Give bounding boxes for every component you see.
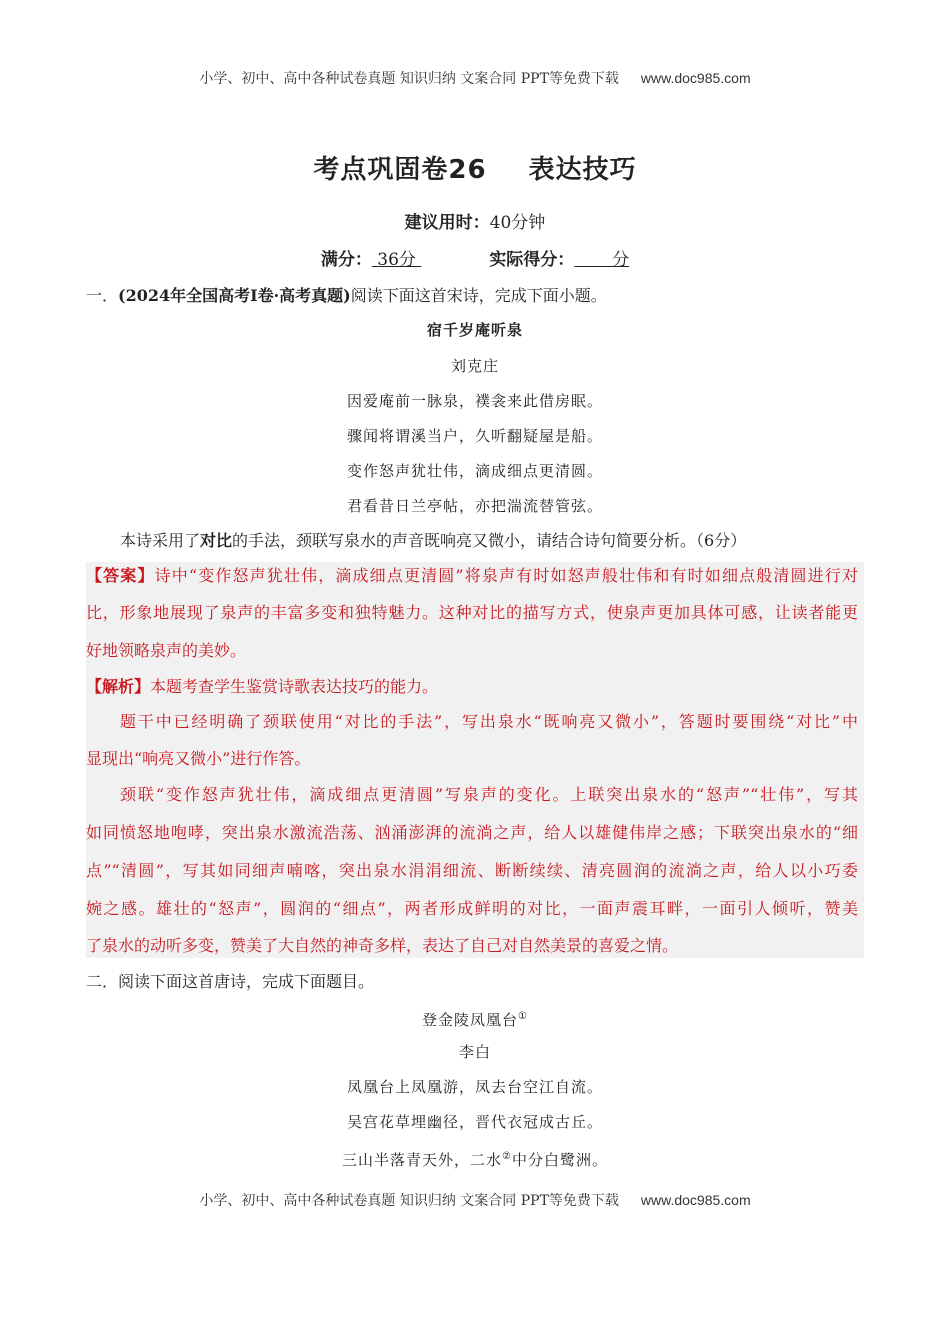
q2-prompt: 阅读下面这首唐诗，完成下面题目。 xyxy=(118,972,375,991)
full-score-label: 满分： xyxy=(320,250,372,270)
page-header xyxy=(0,67,950,90)
full-score-value: 36分 xyxy=(371,250,422,270)
question-emphasis: 对比 xyxy=(200,531,233,550)
footnote-marker: ① xyxy=(518,1011,528,1022)
poem-line-text: 中分白鹭洲。 xyxy=(511,1151,608,1169)
q1-question xyxy=(120,530,746,552)
page-title xyxy=(0,154,950,186)
poem-title-text: 登金陵凤凰台 xyxy=(422,1011,519,1029)
analysis-line: 如同愤怒地咆哮，突出泉水激流浩荡、汹涌澎湃的流淌之声，给人以雄健伟岸之感；下联突出泉水的“细 xyxy=(86,823,858,842)
score-line xyxy=(0,249,950,271)
poem-1-author: 刘克庄 xyxy=(450,357,499,375)
question-1-stem xyxy=(86,285,607,307)
title-left: 考点巩固卷26 xyxy=(313,155,487,185)
suggested-time xyxy=(0,212,950,234)
poem-2-title xyxy=(0,1006,950,1031)
q1-number: 一． xyxy=(86,286,119,305)
question-text: 本诗采用了 xyxy=(120,531,201,550)
actual-score-field[interactable]: 分 xyxy=(574,250,630,270)
q1-prompt: 阅读下面这首宋诗，完成下面小题。 xyxy=(350,286,607,305)
poem-2-author: 李白 xyxy=(458,1043,491,1061)
poem-2-line xyxy=(0,1146,950,1171)
answer-line: 比，形象地展现了泉声的丰富多变和独特魅力。这种对比的描写方式，使泉声更加具体可感，让读者能更 xyxy=(86,603,858,622)
q1-source: (2024年全国高考Ⅰ卷·高考真题) xyxy=(118,286,351,305)
title-right: 表达技巧 xyxy=(528,155,637,185)
analysis-line xyxy=(86,676,438,698)
footer-text: 小学、初中、高中各种试卷真题 知识归纳 文案合同 PPT等免费下载 xyxy=(199,1193,619,1209)
answer-line xyxy=(86,565,858,587)
question-text: 的手法，颈联写泉水的声音既响亮又微小，请结合诗句简要分析。（6分） xyxy=(232,531,747,550)
time-value: 40分钟 xyxy=(489,213,546,233)
question-2-stem xyxy=(86,971,374,993)
poem-2-line: 吴宫花草埋幽径，晋代衣冠成古丘。 xyxy=(346,1113,603,1131)
page-footer xyxy=(0,1189,950,1212)
poem-1-line: 变作怒声犹壮伟，滴成细点更清圆。 xyxy=(346,462,603,480)
answer-line: 好地领略泉声的美妙。 xyxy=(86,641,247,660)
poem-1-line: 骤闻将谓溪当户，久听翻疑屋是船。 xyxy=(346,427,603,445)
answer-label: 【答案】 xyxy=(86,566,155,585)
poem-1-line: 因爱庵前一脉泉，襆衾来此借房眠。 xyxy=(346,392,603,410)
analysis-line: 题干中已经明确了颈联使用“对比的手法”，写出泉水“既响亮又微小”，答题时要围绕“对比”中 xyxy=(120,712,858,731)
poem-1-line: 君看昔日兰亭帖，亦把湍流替管弦。 xyxy=(346,497,603,515)
analysis-text: 本题考查学生鉴赏诗歌表达技巧的能力。 xyxy=(150,677,439,696)
analysis-label: 【解析】 xyxy=(86,677,151,696)
analysis-line: 了泉水的动听多变，赞美了大自然的神奇多样，表达了自己对自然美景的喜爱之情。 xyxy=(86,936,679,955)
footer-url[interactable]: www.doc985.com xyxy=(640,1192,751,1208)
analysis-line: 颈联“变作怒声犹壮伟，滴成细点更清圆”写泉声的变化。上联突出泉水的“怒声”“壮伟”，写其 xyxy=(120,785,858,804)
actual-score-label: 实际得分： xyxy=(489,250,575,270)
header-text: 小学、初中、高中各种试卷真题 知识归纳 文案合同 PPT等免费下载 xyxy=(199,71,619,87)
analysis-line: 婉之感。雄壮的“怒声”，圆润的“细点”，两者形成鲜明的对比，一面声震耳畔，一面引人倾听，赞美 xyxy=(86,899,858,918)
footnote-marker: ② xyxy=(502,1151,512,1162)
poem-1-title: 宿千岁庵听泉 xyxy=(426,321,523,339)
header-url[interactable]: www.doc985.com xyxy=(640,70,751,86)
answer-text: 诗中“变作怒声犹壮伟，滴成细点更清圆”将泉声有时如怒声般壮伟和有时如细点般清圆进行对 xyxy=(154,566,858,585)
analysis-line: 点”“清圆”，写其如同细声喃喀，突出泉水涓涓细流、断断续续、清亮圆润的流淌之声，给人以小巧委 xyxy=(86,861,858,880)
poem-2-line: 凤凰台上凤凰游，凤去台空江自流。 xyxy=(346,1078,603,1096)
time-label: 建议用时： xyxy=(404,213,490,233)
q2-number: 二． xyxy=(86,972,119,991)
poem-line-text: 三山半落青天外，二水 xyxy=(342,1151,503,1169)
analysis-line: 显现出“响亮又微小”进行作答。 xyxy=(86,749,311,768)
